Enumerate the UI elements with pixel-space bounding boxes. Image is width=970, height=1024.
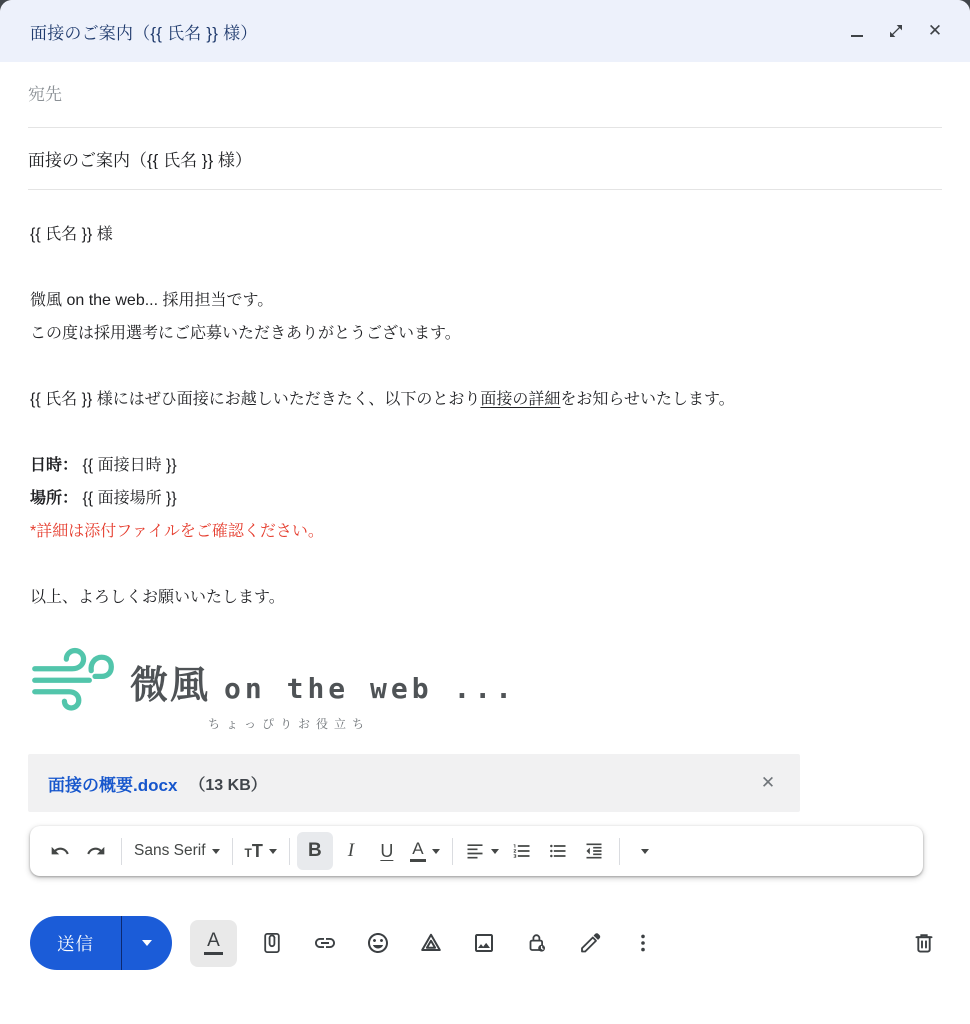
send-split-button [30, 916, 172, 970]
align-dropdown-caret [491, 849, 499, 854]
drive-button[interactable] [404, 920, 457, 967]
toolbar-divider [619, 838, 620, 865]
window-controls [848, 22, 944, 40]
body-intro-line1: 微風 on the web... 採用担当です。 [30, 292, 274, 309]
body-blank-line [30, 416, 940, 449]
undo-icon [50, 841, 70, 861]
compose-title: 面接のご案内（{{ 氏名 }} 様） [30, 23, 258, 43]
font-family-selector[interactable] [129, 832, 225, 870]
discard-draft-icon [912, 931, 936, 955]
brand-tagline: ちょっぴりお役立ち [208, 717, 371, 731]
send-dropdown-caret [142, 940, 152, 946]
bold-button[interactable] [297, 832, 333, 870]
insert-link-button[interactable] [298, 920, 351, 967]
signature-pen-button[interactable] [563, 920, 616, 967]
font-dropdown-caret [212, 849, 220, 854]
more-formats-caret [641, 849, 649, 854]
invite-text-post: をお知らせいたします。 [560, 391, 735, 408]
body-location-line [30, 482, 940, 515]
attachment-size: （13 KB） [189, 776, 267, 794]
bullet-list-icon [548, 841, 568, 861]
align-icon [465, 841, 485, 861]
emoji-button[interactable] [351, 920, 404, 967]
redo-button[interactable] [78, 832, 114, 870]
text-size-button[interactable] [240, 832, 282, 870]
send-options-button[interactable] [122, 916, 172, 970]
attach-file-button[interactable] [245, 920, 298, 967]
toolbar-divider [232, 838, 233, 865]
confidential-mode-icon [525, 931, 549, 955]
outdent-icon [584, 841, 604, 861]
brand-line [130, 654, 516, 709]
confidential-mode-button[interactable] [510, 920, 563, 967]
bullet-list-button[interactable] [540, 832, 576, 870]
datetime-label: 日時： [30, 457, 79, 474]
redo-icon [86, 841, 106, 861]
formatting-toggle-button[interactable] [190, 920, 237, 967]
location-label: 場所： [30, 490, 79, 507]
body-datetime-line [30, 449, 940, 482]
color-dropdown-caret [432, 849, 440, 854]
bold-icon: B [307, 840, 322, 861]
body-blank-line [30, 548, 940, 581]
toolbar-divider [289, 838, 290, 865]
more-formats-button[interactable] [627, 832, 663, 870]
insert-image-button[interactable] [457, 920, 510, 967]
attachment-remove-icon: ✕ [760, 773, 776, 792]
insert-link-icon [313, 931, 337, 955]
body-blank-line [30, 350, 940, 383]
recipients-input[interactable] [28, 85, 942, 105]
body-attachment-note: *詳細は添付ファイルをご確認ください。 [30, 523, 324, 540]
insert-image-icon [472, 931, 496, 955]
discard-draft-button[interactable] [904, 921, 944, 965]
body-greeting: {{ 氏名 }} 様 [30, 226, 113, 243]
formatting-toolbar [30, 826, 923, 876]
minimize-button[interactable] [848, 22, 866, 40]
text-size-icon: TT [244, 840, 263, 861]
close-button[interactable] [926, 22, 944, 40]
drive-icon [419, 931, 443, 955]
text-color-button[interactable] [405, 832, 445, 870]
numbered-list-button[interactable] [504, 832, 540, 870]
more-options-icon [631, 931, 655, 955]
toolbar-divider [452, 838, 453, 865]
message-body-editor[interactable] [0, 190, 970, 614]
body-closing: 以上、よろしくお願いいたします。 [30, 589, 285, 606]
italic-icon: I [347, 840, 355, 861]
wind-logo-icon [30, 642, 118, 728]
compose-tool-icons [245, 920, 669, 967]
subject-input[interactable] [28, 149, 942, 169]
body-intro-line2: この度は採用選考にご応募いただきありがとうございます。 [30, 325, 461, 342]
font-family-label: Sans Serif [134, 842, 206, 859]
underline-button[interactable] [369, 832, 405, 870]
body-invite-line [30, 383, 940, 416]
recipients-row[interactable] [28, 62, 942, 128]
signature-pen-icon [578, 931, 602, 955]
align-button[interactable] [460, 832, 504, 870]
invite-text-pre: {{ 氏名 }} 様にはぜひ面接にお越しいただきたく、以下のとおり [30, 391, 481, 408]
outdent-button[interactable] [576, 832, 612, 870]
attachment-filename[interactable]: 面接の概要.docx [48, 775, 178, 795]
size-dropdown-caret [269, 849, 277, 854]
brand-english: on the web ... [224, 672, 517, 705]
brand-text-block [130, 640, 516, 732]
undo-button[interactable] [42, 832, 78, 870]
toolbar-divider [121, 838, 122, 865]
italic-button[interactable] [333, 832, 369, 870]
underline-icon: U [380, 840, 394, 861]
emoji-icon [366, 931, 390, 955]
attachment-remove-button[interactable] [756, 771, 780, 795]
minimize-icon [851, 35, 863, 38]
numbered-list-icon [512, 841, 532, 861]
send-label: 送信 [57, 933, 94, 954]
invite-text-underlined: 面接の詳細 [480, 391, 561, 408]
attach-file-icon [260, 931, 284, 955]
compose-header[interactable] [0, 0, 970, 62]
action-bar [0, 916, 970, 970]
subject-row[interactable] [28, 128, 942, 190]
brand-japanese: 微風 [130, 665, 211, 707]
text-color-icon: A [410, 840, 426, 863]
formatting-toggle-icon: A [204, 931, 223, 956]
body-blank-line [30, 251, 940, 284]
datetime-value: {{ 面接日時 }} [78, 457, 177, 474]
attachment-chip[interactable] [28, 754, 800, 812]
popout-icon [888, 23, 904, 39]
location-value: {{ 面接場所 }} [78, 490, 177, 507]
send-button[interactable] [30, 916, 121, 970]
popout-button[interactable] [887, 22, 905, 40]
signature-logo [30, 640, 970, 736]
close-icon: ✕ [927, 21, 943, 40]
more-options-button[interactable] [616, 920, 669, 967]
